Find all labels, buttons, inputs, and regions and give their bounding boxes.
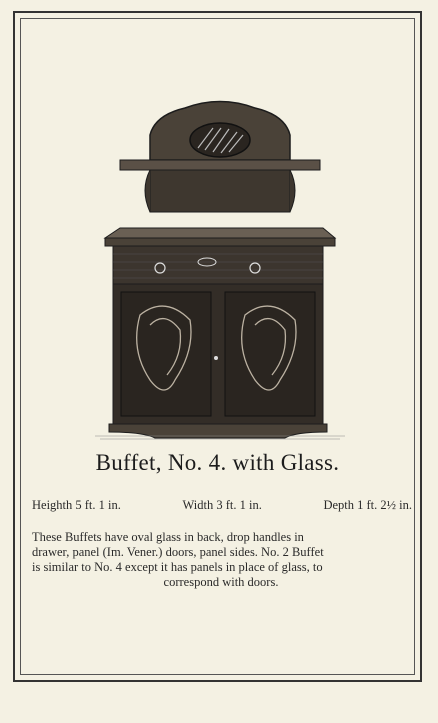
product-description bbox=[32, 530, 410, 590]
description-line-3: is similar to No. 4 except it has panels in place of glass, to bbox=[32, 560, 323, 574]
product-title: Buffet, No. 4. with Glass. bbox=[95, 450, 340, 475]
height-dimension: Heighth 5 ft. 1 in. bbox=[32, 498, 121, 512]
depth-dimension: Depth 1 ft. 2½ in. bbox=[323, 498, 412, 512]
description-line-2: drawer, panel (Im. Vener.) doors, panel sides. No. 2 Buffet bbox=[32, 545, 324, 559]
dimensions-row bbox=[32, 498, 412, 513]
description-line-4: correspond with doors. bbox=[163, 575, 279, 589]
buffet-illustration bbox=[95, 40, 345, 440]
description-line-1: These Buffets have oval glass in back, drop handles in bbox=[32, 530, 304, 544]
width-dimension: Width 3 ft. 1 in. bbox=[182, 498, 262, 512]
